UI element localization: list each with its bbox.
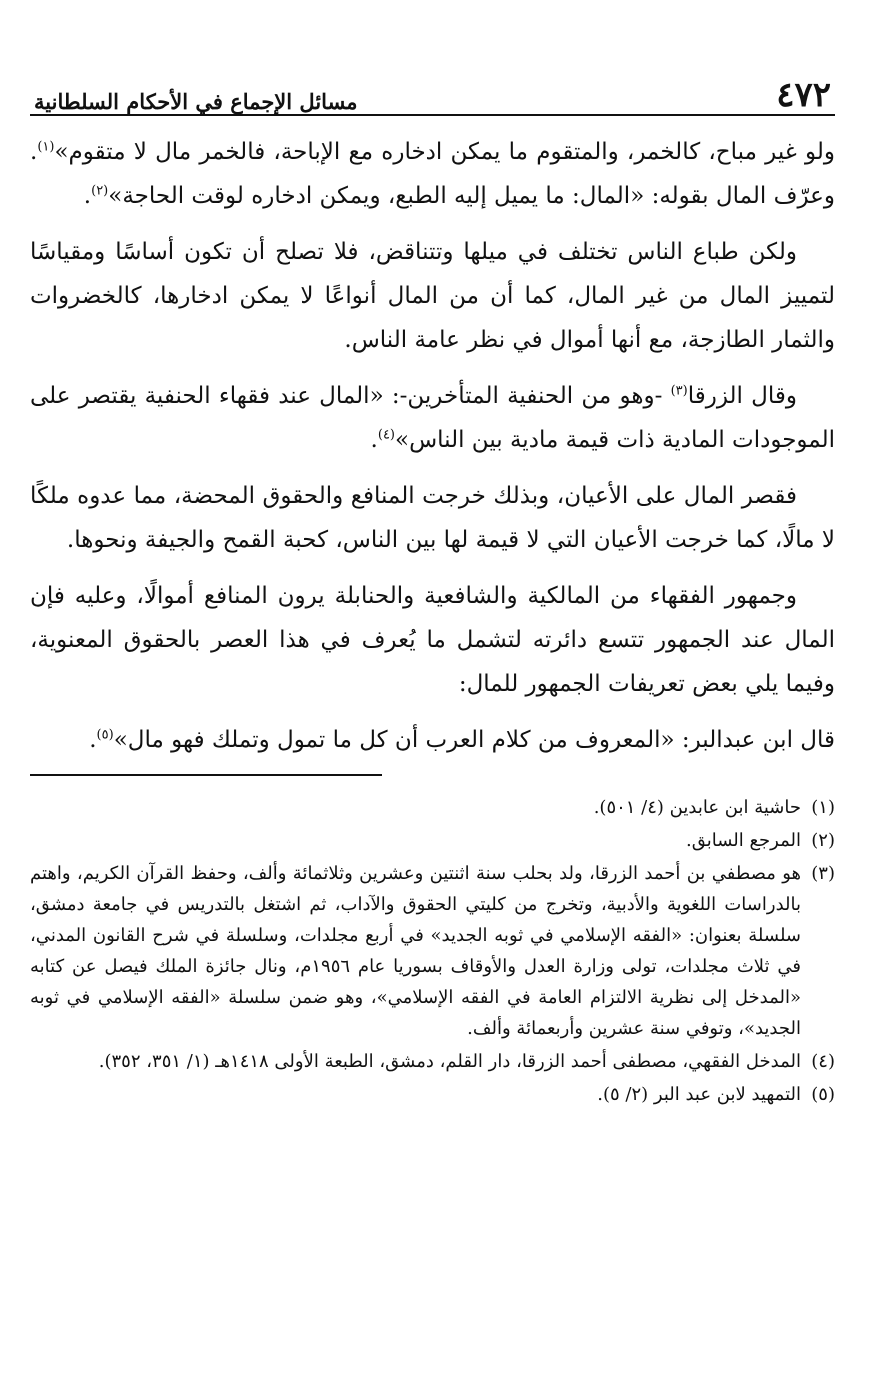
footnote-ref-5: (٥) [96, 727, 114, 743]
footnote-number: (٤) [811, 1051, 835, 1072]
footnote-text: حاشية ابن عابدين (٤/ ٥٠١). [593, 797, 801, 818]
footnote-ref-2: (٢) [91, 183, 109, 199]
paragraph-6 [30, 718, 835, 762]
text-run: ولو غير مباح، كالخمر، والمتقوم ما يمكن ادخاره مع الإباحة، فالخمر مال لا متقوم» [54, 139, 835, 165]
paragraph-5: وجمهور الفقهاء من المالكية والشافعية والحنابلة يرون المنافع أموالًا، وعليه فإن المال عند الجمهور تتسع دائرته لتشمل ما يُعرف في هذا العصر بالحقوق المعنوية، وفيما يلي بعض تعريفات الجمهور للمال: [30, 583, 835, 697]
paragraph-4: فقصر المال على الأعيان، وبذلك خرجت المنافع والحقوق المحضة، مما عدوه ملكًا لا مالًا، كما خرجت الأعيان التي لا قيمة لها بين الناس، كحبة القمح والجيفة ونحوها. [30, 483, 835, 553]
paragraph-3 [30, 374, 835, 462]
footnote-item [30, 858, 835, 1044]
footnote-ref-4: (٤) [377, 427, 395, 443]
footnote-text: هو مصطفي بن أحمد الزرقا، ولد بحلب سنة اثنتين وعشرين وثلاثمائة وألف، وحفظ القرآن الكريم، واهتم بالدراسات اللغوية والأدبية، وتخرج من كليتي الحقوق والآداب، ثم اشتغل بالتدريس في جامعة دمشق، سلسلة بعنوان: «الفقه الإسلامي في ثوبه الجديد» في أربع مجلدات، وسلسلة في شرح القانون المدني، في ثلاث مجلدات، تولى وزارة العدل والأوقاف بسوريا عام ١٩٥٦م، ونال جائزة الملك فيصل عن كتابه «المدخل إلى نظرية الالتزام العامة في الفقه الإسلامي»، وهو ضمن سلسلة «الفقه الإسلامي في ثوبه الجديد»، وتوفي سنة عشرين وأربعمائة وألف. [30, 863, 802, 1039]
paragraph-2: ولكن طباع الناس تختلف في ميلها وتتناقض، فلا تصلح أن تكون أساسًا ومقياسًا لتمييز المال من غير المال، كما أن من المال أنواعًا لا يمكن ادخارها، كالخضروات والثمار الطازجة، مع أنها أموال في نظر عامة الناس. [30, 239, 835, 353]
footnotes [30, 792, 835, 1110]
text-run: -وهو من الحنفية المتأخرين-: «المال عند فقهاء الحنفية يقتصر على الموجودات المادية ذات قيمة مادية بين الناس» [30, 383, 835, 453]
footnote-item [30, 825, 835, 856]
page-number: ٤٧٢ [776, 75, 831, 115]
main-text [30, 130, 835, 762]
footnote-text: المرجع السابق. [685, 830, 801, 851]
footnote-item [30, 792, 835, 823]
text-run: قال ابن عبدالبر: «المعروف من كلام العرب أن كل ما تمول وتملك فهو مال» [113, 727, 835, 753]
text-run: . [83, 183, 92, 209]
book-page [30, 60, 835, 1112]
footnote-separator [30, 774, 382, 776]
footnote-number: (١) [811, 797, 835, 818]
footnote-item [30, 1046, 835, 1077]
text-run: . [370, 427, 378, 453]
text-run: وقال الزرقا [687, 383, 797, 409]
footnote-item [30, 1079, 835, 1110]
page-header [30, 60, 835, 116]
footnote-ref-1: (١) [37, 139, 55, 155]
text-run: . [89, 727, 97, 753]
footnote-number: (٥) [811, 1084, 835, 1105]
footnote-number: (٣) [811, 863, 835, 884]
running-title: مسائل الإجماع في الأحكام السلطانية [34, 89, 358, 114]
paragraph-1 [30, 130, 835, 218]
text-run: . وعرّف المال بقوله: «المال: ما يميل إليه الطبع، ويمكن ادخاره لوقت الحاجة» [30, 139, 835, 209]
footnote-text: التمهيد لابن عبد البر (٢/ ٥). [597, 1084, 801, 1105]
footnote-ref-3: (٣) [670, 383, 688, 399]
footnote-number: (٢) [811, 830, 835, 851]
footnote-text: المدخل الفقهي، مصطفى أحمد الزرقا، دار القلم، دمشق، الطبعة الأولى ١٤١٨هـ (١/ ٣٥١، ٣٥٢). [98, 1051, 801, 1072]
